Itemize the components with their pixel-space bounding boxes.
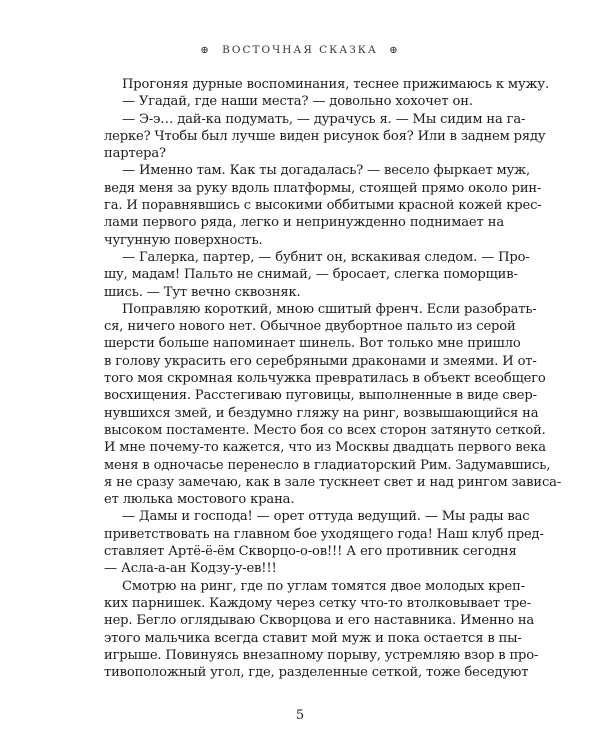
paragraph — [104, 162, 542, 248]
running-head — [0, 44, 600, 56]
text-line: нер. Бегло оглядываю Скворцова и его наставника. Именно на — [104, 613, 535, 629]
text-line: восхищения. Расстегиваю пуговицы, выполненные в виде свер- — [104, 388, 537, 404]
text-line: чугунную поверхность. — [104, 232, 263, 248]
text-line: шись. — Тут вечно сквозняк. — [104, 284, 301, 300]
paragraph — [104, 93, 504, 110]
text-line: шу, мадам! Пальто не снимай, — бросает, слегка поморщив- — [104, 267, 518, 283]
page-number: 5 — [295, 708, 305, 723]
text-line: — Галерка, партер, — бубнит он, вскакивая следом. — Про- — [122, 249, 530, 265]
paragraph — [104, 301, 562, 509]
text-line: шерсти больше напоминает шинель. Вот только мне пришло — [104, 336, 521, 352]
text-line: Смотрю на ринг, где по углам томятся двое молодых креп- — [122, 578, 525, 594]
text-line: — Именно там. Как ты догадалась? — весело фыркает муж, — [122, 163, 531, 179]
text-line: ся, ничего нового нет. Обычное двубортное пальто из серой — [104, 319, 516, 335]
text-line: ких парнишек. Каждому через сетку что-то втолковывает тре- — [104, 595, 532, 611]
text-line: меня в одночасье перенесло в гладиаторский Рим. Задумавшись, — [104, 457, 551, 473]
text-line: высоком постаменте. Место боя со всех сторон затянуто сеткой. — [104, 422, 546, 438]
ornament-icon: ⊕ — [389, 45, 400, 56]
paragraph — [104, 111, 546, 163]
body-text — [104, 76, 562, 681]
text-line: тивоположный угол, где, разделенные сеткой, тоже беседуют — [104, 665, 529, 681]
paragraph — [104, 508, 544, 577]
text-line: я не сразу замечаю, как в зале тускнеет свет и над рингом зависа- — [104, 474, 562, 490]
text-line: ет люлька мостового крана. — [104, 492, 295, 508]
text-line: лами первого ряда, легко и непринужденно поднимает на — [104, 215, 504, 231]
text-line: ставляет Артё-ё-ём Скворцо-о-ов!!! А его противник сегодня — [104, 544, 517, 560]
text-line: И мне почему-то кажется, что из Москвы двадцать первого века — [104, 440, 546, 456]
text-line: — Асла-а-ан Кодзу-у-ев!!! — [104, 561, 277, 577]
text-line: ведя меня за руку вдоль платформы, стоящей прямо около рин- — [104, 180, 542, 196]
text-line: приветствовать на главном бое уходящего года! Наш клуб пред- — [104, 526, 544, 542]
text-line: га. И поравнявшись с высокими оббитыми красной кожей крес- — [104, 198, 542, 214]
paragraph — [104, 76, 549, 93]
ornament-icon: ⊕ — [200, 45, 211, 56]
text-line: Прогоняя дурные воспоминания, теснее прижимаюсь к мужу. — [122, 77, 549, 92]
text-line: в голову украсить его серебряными драконами и змеями. И от- — [104, 353, 537, 369]
chapter-title: ВОСТОЧНАЯ СКАЗКА — [222, 44, 378, 56]
text-line: партера? — [104, 146, 166, 162]
text-line: того моя скромная кольчужка превратилась в объект всеобщего — [104, 371, 546, 387]
paragraph — [104, 578, 539, 682]
paragraph — [104, 249, 530, 301]
text-line: — Дамы и господа! — орет оттуда ведущий. — Мы рады вас — [122, 509, 530, 525]
text-line: лерке? Чтобы был лучше виден рисунок боя? Или в заднем ряду — [104, 128, 546, 144]
text-line: — Угадай, где наши места? — довольно хохочет он. — [122, 94, 473, 110]
text-line: этого мальчика всегда ставит мой муж и пока остается в пы- — [104, 630, 522, 646]
text-line: Поправляю короткий, мною сшитый френч. Если разобрать- — [122, 301, 537, 317]
text-line: игрыше. Повинуясь внезапному порыву, устремляю взор в про- — [104, 647, 539, 663]
text-line: нувшихся змей, и бездумно гляжу на ринг, возвышающийся на — [104, 405, 539, 421]
text-line: — Э-э… дай-ка подумать, — дурачусь я. — Мы сидим на га- — [122, 111, 526, 127]
